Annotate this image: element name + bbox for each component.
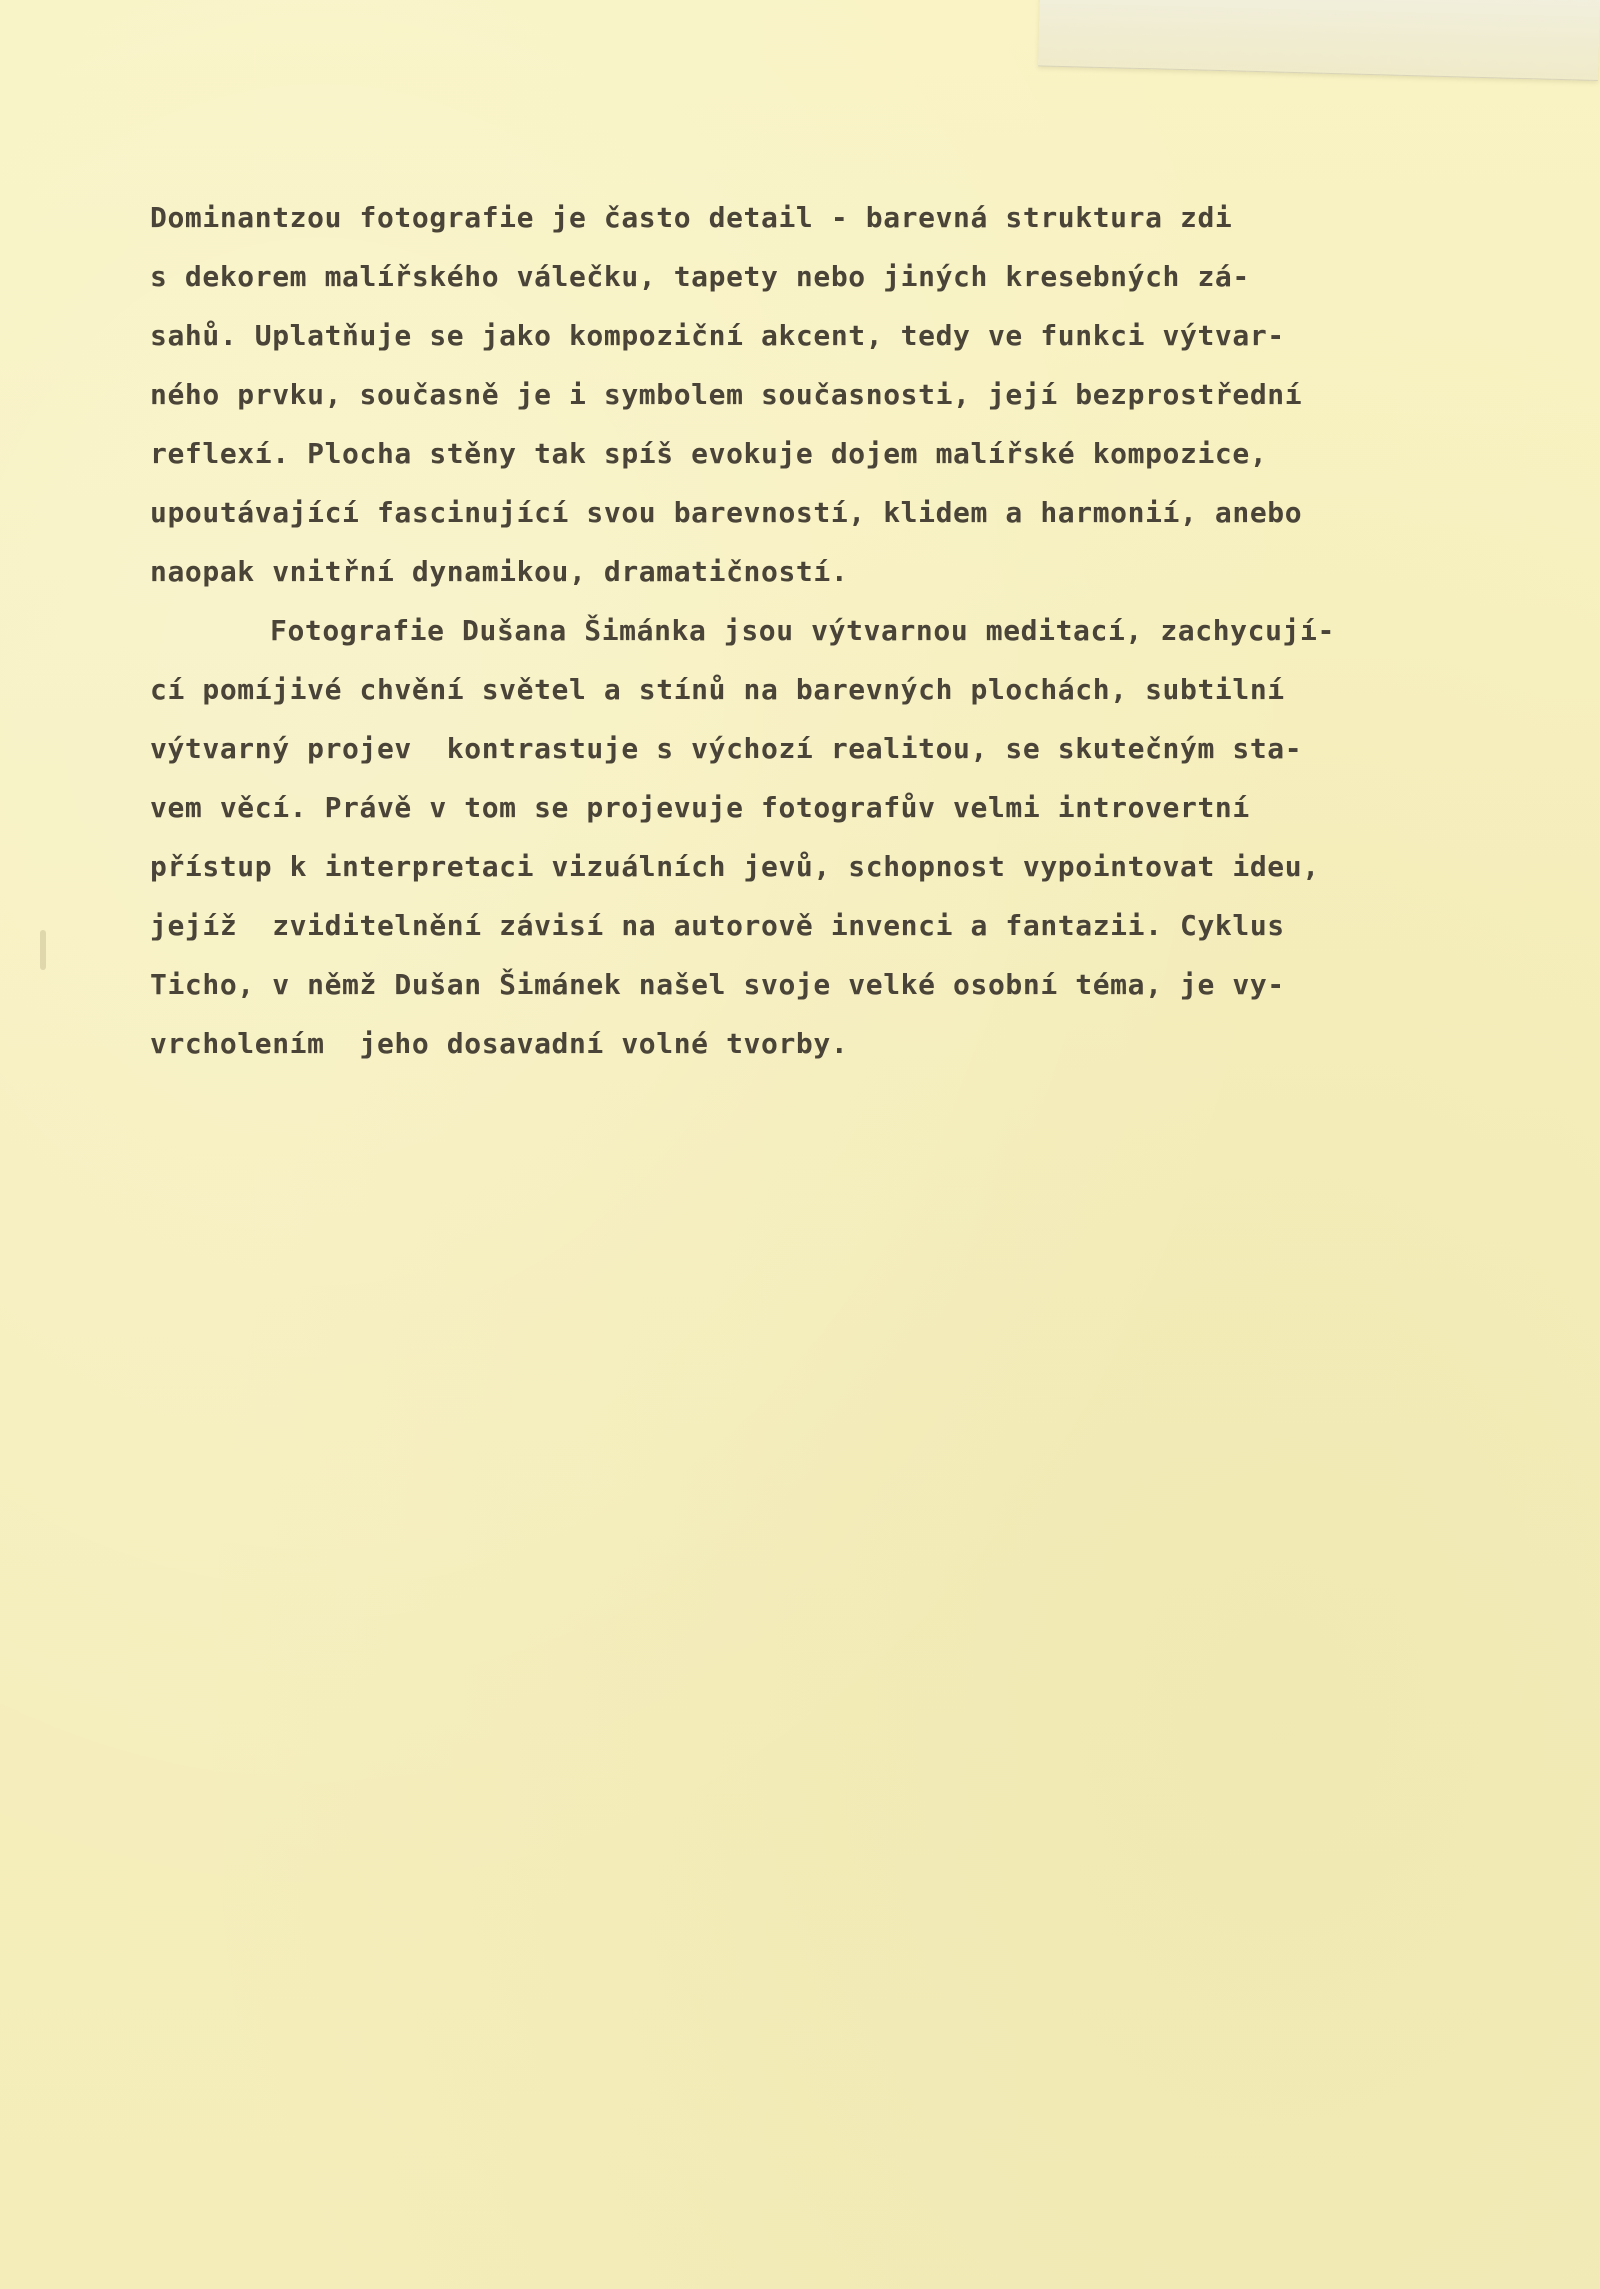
text-line: s dekorem malířského válečku, tapety nebo jiných kresebných zá- <box>150 260 1250 293</box>
text-line: přístup k interpretaci vizuálních jevů, schopnost vypointovat ideu, <box>150 850 1320 883</box>
text-line: naopak vnitřní dynamikou, dramatičností. <box>150 555 849 588</box>
text-line: Fotografie Dušana Šimánka jsou výtvarnou meditací, zachycují- <box>270 614 1335 647</box>
paper-mark <box>40 930 46 970</box>
adhesive-tape <box>1038 0 1600 81</box>
typewritten-text <box>150 188 1480 1073</box>
text-line: sahů. Uplatňuje se jako kompoziční akcent, tedy ve funkci výtvar- <box>150 319 1285 352</box>
text-line: Dominantzou fotografie je často detail - barevná struktura zdi <box>150 201 1233 234</box>
paragraph-2 <box>150 601 1480 1073</box>
text-line: výtvarný projev kontrastuje s výchozí realitou, se skutečným sta- <box>150 732 1303 765</box>
text-line: vem věcí. Právě v tom se projevuje fotografův velmi introvertní <box>150 791 1250 824</box>
paragraph-1 <box>150 188 1480 601</box>
text-line: upoutávající fascinující svou barevností, klidem a harmonií, anebo <box>150 496 1303 529</box>
text-line: Ticho, v němž Dušan Šimánek našel svoje velké osobní téma, je vy- <box>150 968 1285 1001</box>
text-line: jejíž zviditelnění závisí na autorově invenci a fantazii. Cyklus <box>150 909 1285 942</box>
text-line: reflexí. Plocha stěny tak spíš evokuje dojem malířské kompozice, <box>150 437 1268 470</box>
text-line: cí pomíjivé chvění světel a stínů na barevných plochách, subtilní <box>150 673 1285 706</box>
text-line: ného prvku, současně je i symbolem současnosti, její bezprostřední <box>150 378 1303 411</box>
text-line: vrcholením jeho dosavadní volné tvorby. <box>150 1027 849 1060</box>
